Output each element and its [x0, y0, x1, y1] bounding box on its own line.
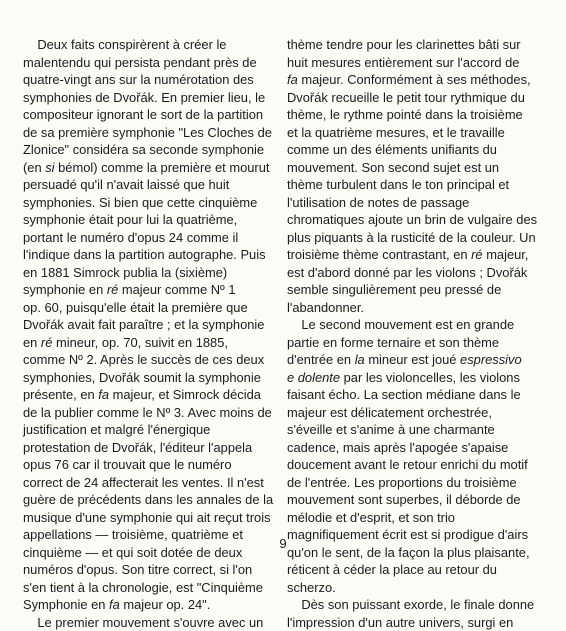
text-line: [23, 89, 273, 107]
text-run: quatre-vingt ans sur la numérotation des: [23, 72, 254, 87]
text-line: [23, 176, 273, 194]
text-line: [287, 229, 537, 247]
text-run: Zlonice" considéra sa seconde symphonie: [23, 142, 264, 157]
text-line: [23, 491, 273, 509]
text-run: l'utilisation de notes de passage: [287, 195, 469, 210]
text-run: Le premier mouvement s'ouvre avec un: [23, 615, 263, 630]
text-line: [23, 404, 273, 422]
text-run: thème turbulent dans le ton principal et: [287, 177, 509, 192]
text-line: [23, 614, 273, 631]
text-line: [287, 421, 537, 439]
italic-text: la: [355, 352, 365, 367]
text-line: [287, 579, 537, 597]
text-run: comme un des éléments unifiants du: [287, 142, 497, 157]
text-line: [23, 456, 273, 474]
page-number: 9: [0, 536, 566, 551]
text-run: Dvořák recueille le petit tour rythmique du: [287, 90, 525, 105]
text-run: Deux faits conspirèrent à créer le: [23, 37, 226, 52]
text-run: doucement avant le retour enrichi du motif: [287, 457, 528, 472]
text-run: de l'entrée. Les proportions du troisième: [287, 475, 517, 490]
text-run: s'éveille et s'anime à une charmante: [287, 422, 495, 437]
text-run: guère de précédents dans les annales de la: [23, 492, 273, 507]
text-line: [23, 106, 273, 124]
text-run: comme Nº 2. Après le succès de ces deux: [23, 352, 264, 367]
italic-text: fa: [109, 597, 120, 612]
text-line: [287, 194, 537, 212]
text-run: est d'abord donné par les violons ; Dvořák: [287, 265, 527, 280]
text-run: mouvement sont superbes, il déborde de: [287, 492, 521, 507]
text-line: [287, 561, 537, 579]
text-line: [23, 439, 273, 457]
text-run: l'abandonner.: [287, 300, 364, 315]
text-line: [287, 264, 537, 282]
text-line: [287, 281, 537, 299]
text-line: [23, 211, 273, 229]
text-run: Symphonie en: [23, 597, 109, 612]
text-line: [287, 386, 537, 404]
text-run: musique d'une symphonie qui ait reçut trois: [23, 510, 271, 525]
text-run: mineur, op. 70, suivit en 1885,: [52, 335, 228, 350]
text-line: [287, 439, 537, 457]
text-run: faisant écho. La section médiane dans le: [287, 387, 521, 402]
text-run: scherzo.: [287, 580, 336, 595]
text-run: (en: [23, 160, 45, 175]
text-run: appellations — troisième, quatrième et: [23, 527, 243, 542]
text-run: partie en forme ternaire et son thème: [287, 335, 499, 350]
text-run: plus piquants à la rusticité de la couleur. Un: [287, 230, 536, 245]
text-line: [287, 106, 537, 124]
text-run: numéros d'opus. Son titre correct, si l'on: [23, 562, 252, 577]
text-line: [23, 316, 273, 334]
italic-text: fa: [287, 72, 298, 87]
text-run: mouvement. Son second sujet est un: [287, 160, 499, 175]
text-run: qu'on le sent, de la façon la plus plaisante,: [287, 545, 530, 560]
text-run: l'impression d'un autre univers, surgi en: [287, 615, 513, 630]
text-run: symphonie était pour lui la quatrième,: [23, 212, 237, 227]
text-run: majeur. Conformément à ses méthodes,: [298, 72, 531, 87]
text-line: [23, 229, 273, 247]
text-run: symphonie en: [23, 282, 107, 297]
text-run: Dvořák avait fait paraître ; et la symphonie: [23, 317, 264, 332]
text-run: symphonies, Dvořák soumit la symphonie: [23, 370, 261, 385]
text-run: semble singulièrement peu pressé de: [287, 282, 501, 297]
text-line: [287, 316, 537, 334]
text-run: et la quatrième mesures, et le travaille: [287, 125, 505, 140]
text-run: correct de 24 affecterait les ventes. Il n'est: [23, 475, 264, 490]
text-run: en: [23, 335, 41, 350]
text-line: [287, 299, 537, 317]
text-run: mélodie et d'esprit, et son trio: [287, 510, 455, 525]
text-run: troisième thème contrastant, en: [287, 247, 471, 262]
text-run: op. 60, puisqu'elle était la première que: [23, 300, 248, 315]
text-run: cinquième — et qui soit dotée de deux: [23, 545, 242, 560]
text-line: [287, 246, 537, 264]
italic-text: fa: [98, 387, 109, 402]
italic-text: si: [45, 160, 54, 175]
text-line: [23, 281, 273, 299]
text-run: Le second mouvement est en grande: [287, 317, 514, 332]
text-line: [287, 54, 537, 72]
text-run: de la publier comme le Nº 3. Avec moins de: [23, 405, 272, 420]
italic-text: ré: [471, 247, 482, 262]
text-line: [23, 334, 273, 352]
text-line: [287, 334, 537, 352]
text-line: [287, 124, 537, 142]
italic-text: e dolente: [287, 370, 340, 385]
text-line: [23, 579, 273, 597]
text-line: [23, 36, 273, 54]
text-line: [287, 89, 537, 107]
text-line: [287, 176, 537, 194]
text-line: [287, 71, 537, 89]
text-run: compositeur ignorant le sort de la partition: [23, 107, 263, 122]
text-run: symphonies de Dvořák. En premier lieu, le: [23, 90, 265, 105]
text-line: [287, 456, 537, 474]
text-run: protestation de Dvořák, l'éditeur l'appela: [23, 440, 252, 455]
text-line: [287, 211, 537, 229]
text-line: [287, 474, 537, 492]
text-run: majeur,: [483, 247, 529, 262]
text-run: réticent à céder la place au retour du: [287, 562, 497, 577]
text-run: en 1881 Simrock publia la (sixième): [23, 265, 227, 280]
text-run: portant le numéro d'opus 24 comme il: [23, 230, 238, 245]
text-line: [23, 351, 273, 369]
text-run: majeur, et Simrock décida: [109, 387, 261, 402]
italic-text: ré: [107, 282, 118, 297]
text-run: l'indique dans la partition autographe. Puis: [23, 247, 266, 262]
text-run: thème tendre pour les clarinettes bâti sur: [287, 37, 521, 52]
text-run: majeur est délicatement orchestrée,: [287, 405, 492, 420]
text-line: [287, 614, 537, 631]
text-line: [23, 141, 273, 159]
text-run: opus 76 car il trouvait que le numéro: [23, 457, 232, 472]
text-line: [287, 596, 537, 614]
text-run: présente, en: [23, 387, 98, 402]
text-run: Dès son puissant exorde, le finale donne: [287, 597, 534, 612]
text-run: symphonies. Si bien que cette cinquième: [23, 195, 257, 210]
text-line: [23, 596, 273, 614]
text-run: s'en tient à la chronologie, est "Cinquième: [23, 580, 263, 595]
text-run: majeur op. 24".: [120, 597, 211, 612]
text-line: [23, 71, 273, 89]
text-line: [23, 369, 273, 387]
text-run: malentendu qui persista pendant près de: [23, 55, 257, 70]
text-line: [23, 194, 273, 212]
text-run: mineur est joué: [365, 352, 460, 367]
text-run: thème, le rythme pointé dans la troisième: [287, 107, 523, 122]
text-line: [23, 561, 273, 579]
italic-text: ré: [41, 335, 52, 350]
italic-text: espressivo: [460, 352, 522, 367]
text-run: magnifiquement écrit est si prodigue d'airs: [287, 527, 528, 542]
text-run: chromatiques ajoute un brin de vulgaire des: [287, 212, 537, 227]
text-line: [23, 159, 273, 177]
text-run: cadence, mais après l'apogée s'apaise: [287, 440, 508, 455]
text-run: bémol) comme la première et mourut: [55, 160, 270, 175]
text-run: de sa première symphonie "Les Cloches de: [23, 125, 272, 140]
text-line: [23, 246, 273, 264]
text-line: [23, 124, 273, 142]
text-run: huit mesures entièrement sur l'accord de: [287, 55, 519, 70]
text-line: [287, 159, 537, 177]
text-line: [287, 351, 537, 369]
text-run: majeur comme Nº 1: [118, 282, 235, 297]
text-line: [23, 386, 273, 404]
text-line: [23, 299, 273, 317]
text-line: [23, 54, 273, 72]
text-run: par les violoncelles, les violons: [340, 370, 520, 385]
text-line: [23, 474, 273, 492]
text-line: [287, 141, 537, 159]
text-line: [23, 509, 273, 527]
text-line: [287, 491, 537, 509]
text-line: [23, 264, 273, 282]
text-line: [287, 404, 537, 422]
text-line: [287, 509, 537, 527]
text-run: justification et malgré l'énergique: [23, 422, 210, 437]
text-run: persuadé qu'il n'avait laissé que huit: [23, 177, 229, 192]
text-line: [287, 36, 537, 54]
text-line: [23, 421, 273, 439]
text-run: d'entrée en: [287, 352, 355, 367]
text-line: [287, 369, 537, 387]
